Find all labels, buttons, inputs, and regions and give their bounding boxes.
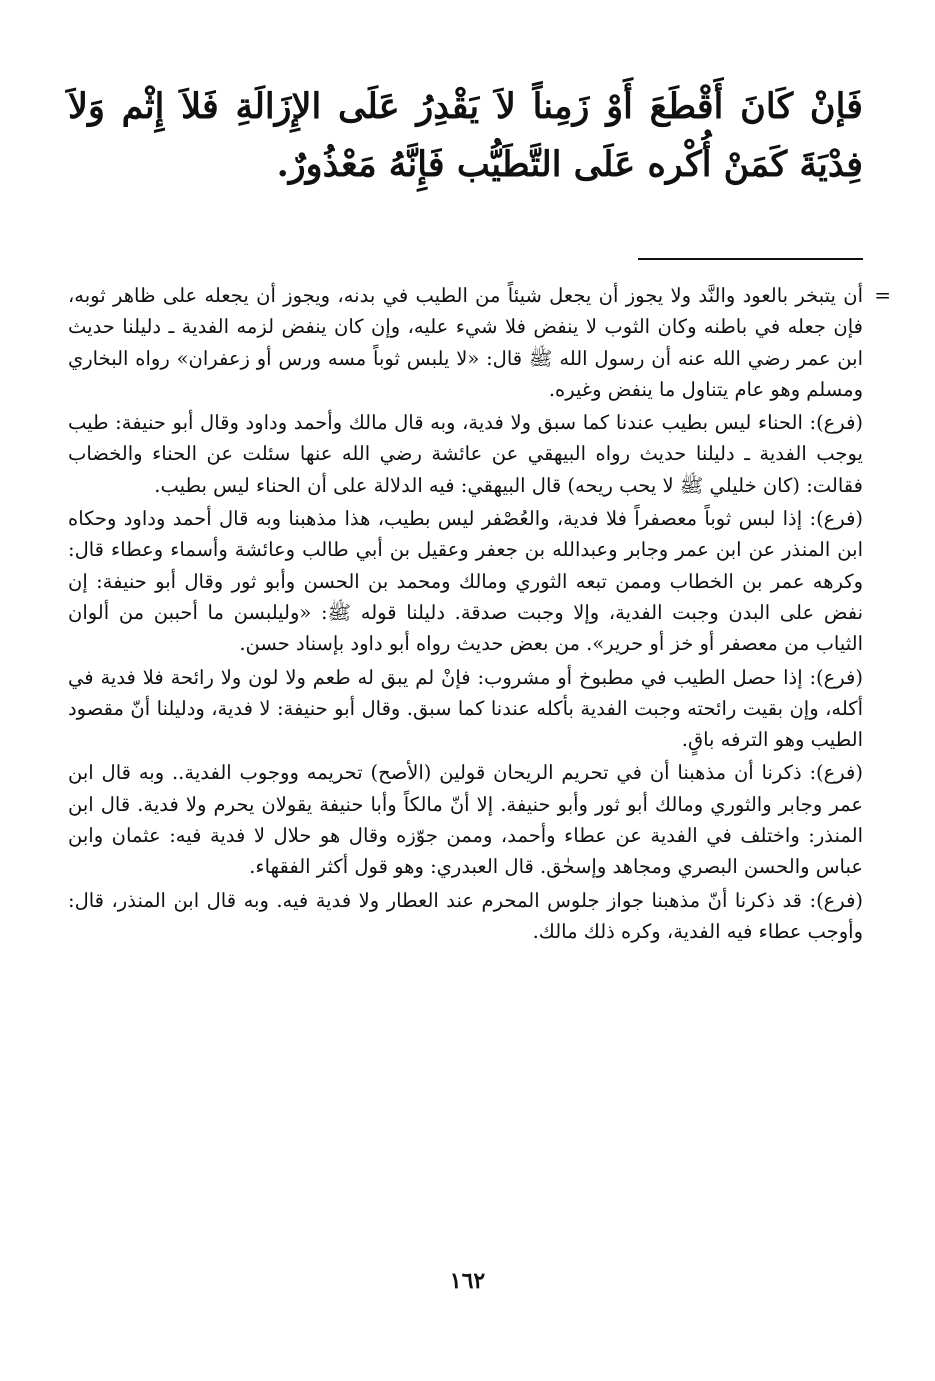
note-paragraph: (فرع): قد ذكرنا أنّ مذهبنا جواز جلوس المحرم عند العطار ولا فدية فيه. وبه قال ابن المنذر، قال: وأوجب عطاء فيه الفدية، وكره ذلك مالك. <box>68 888 863 943</box>
note-paragraph: (فرع): ذكرنا أن مذهبنا أن في تحريم الريحان قولين (الأصح) تحريمه ووجوب الفدية.. وبه قال ابن عمر وجابر والثوري ومالك أبو ثور وأبو حنيفة. إلا أنّ مالكاً وأبا حنيفة يقولان يحرم ولا فدية. قال ابن المنذر: واختلف في الفدية عن عطاء وأحمد، وممن جوّزه وقال هو حلال لا فدية فيه: عثمان وابن عباس والحسن البصري ومجاهد وإسحٰق. قال العبدري: وهو قول أكثر الفقهاء. <box>68 761 863 879</box>
footnotes <box>68 280 891 947</box>
note-paragraph: (فرع): إذا حصل الطيب في مطبوخ أو مشروب: فإنْ لم يبق له طعم ولا لون ولا رائحة فلا فدية في أكله، وإن بقيت رائحته وجبت الفدية بأكله عندنا كما سبق. وقال أبو حنيفة: لا فدية، ودليلنا أنّ مقصود الطيب وهو الترفه باقٍ. <box>68 665 863 752</box>
footnote-separator <box>638 258 863 260</box>
main-text: فَإنْ كَانَ أَقْطَعَ أَوْ زَمِناً لاَ يَقْدِرُ عَلَى الإِزَالَةِ فَلاَ إِثْم وَلاَ فِدْيَةَ كَمَنْ أُكْره عَلَى التَّطَيُّب فَإِنَّهُ مَعْذُورٌ. <box>68 86 863 185</box>
note-paragraph: أن يتبخر بالعود والنَّد ولا يجوز أن يجعل شيئاً من الطيب في بدنه، ويجوز أن يجعله على ظاهر ثوبه، فإن جعله في باطنه وكان الثوب لا ينفض فلا شيء عليه، وإن كان ينفض لزمه الفدية ـ دليلنا حديث ابن عمر رضي الله عنه أن رسول الله ﷺ قال: «لا يلبس ثوباً مسه ورس أو زعفران» رواه البخاري ومسلم وهو عام يتناول ما ينفض وغيره. <box>68 284 863 401</box>
note-paragraph: (فرع): الحناء ليس بطيب عندنا كما سبق ولا فدية، وبه قال مالك وأحمد وداود وقال أبو حنيفة: طيب يوجب الفدية ـ دليلنا حديث رواه البيهقي عن عائشة رضي الله عنها سئلت عن الحناء والخضاب فقالت: (كان خليلي ﷺ لا يحب ريحه) قال البيهقي: فيه الدلالة على أن الحناء ليس بطيب. <box>68 411 863 497</box>
continuation-mark: = <box>874 283 891 307</box>
page-number: ١٦٢ <box>449 1268 486 1294</box>
note-paragraph: (فرع): إذا لبس ثوباً معصفراً فلا فدية، والعُصْفر ليس بطيب، هذا مذهبنا وبه قال أحمد وداود وحكاه ابن المنذر عن ابن عمر وجابر وعبدالله بن جعفر وعقيل بن أبي طالب وعائشة وأسماء وعطاء قال: وكرهه عمر بن الخطاب وممن تبعه الثوري ومالك ومحمد بن الحسن وأبو ثور وقال أبو حنيفة: إن نفض على البدن وجبت الفدية، وإلا وجبت صدقة. دليلنا قوله ﷺ: «وليلبسن ما أحببن من ألوان الثياب من معصفر أو خز أو حرير». من بعض حديث رواه أبو داود بإسناد حسن. <box>68 507 863 656</box>
